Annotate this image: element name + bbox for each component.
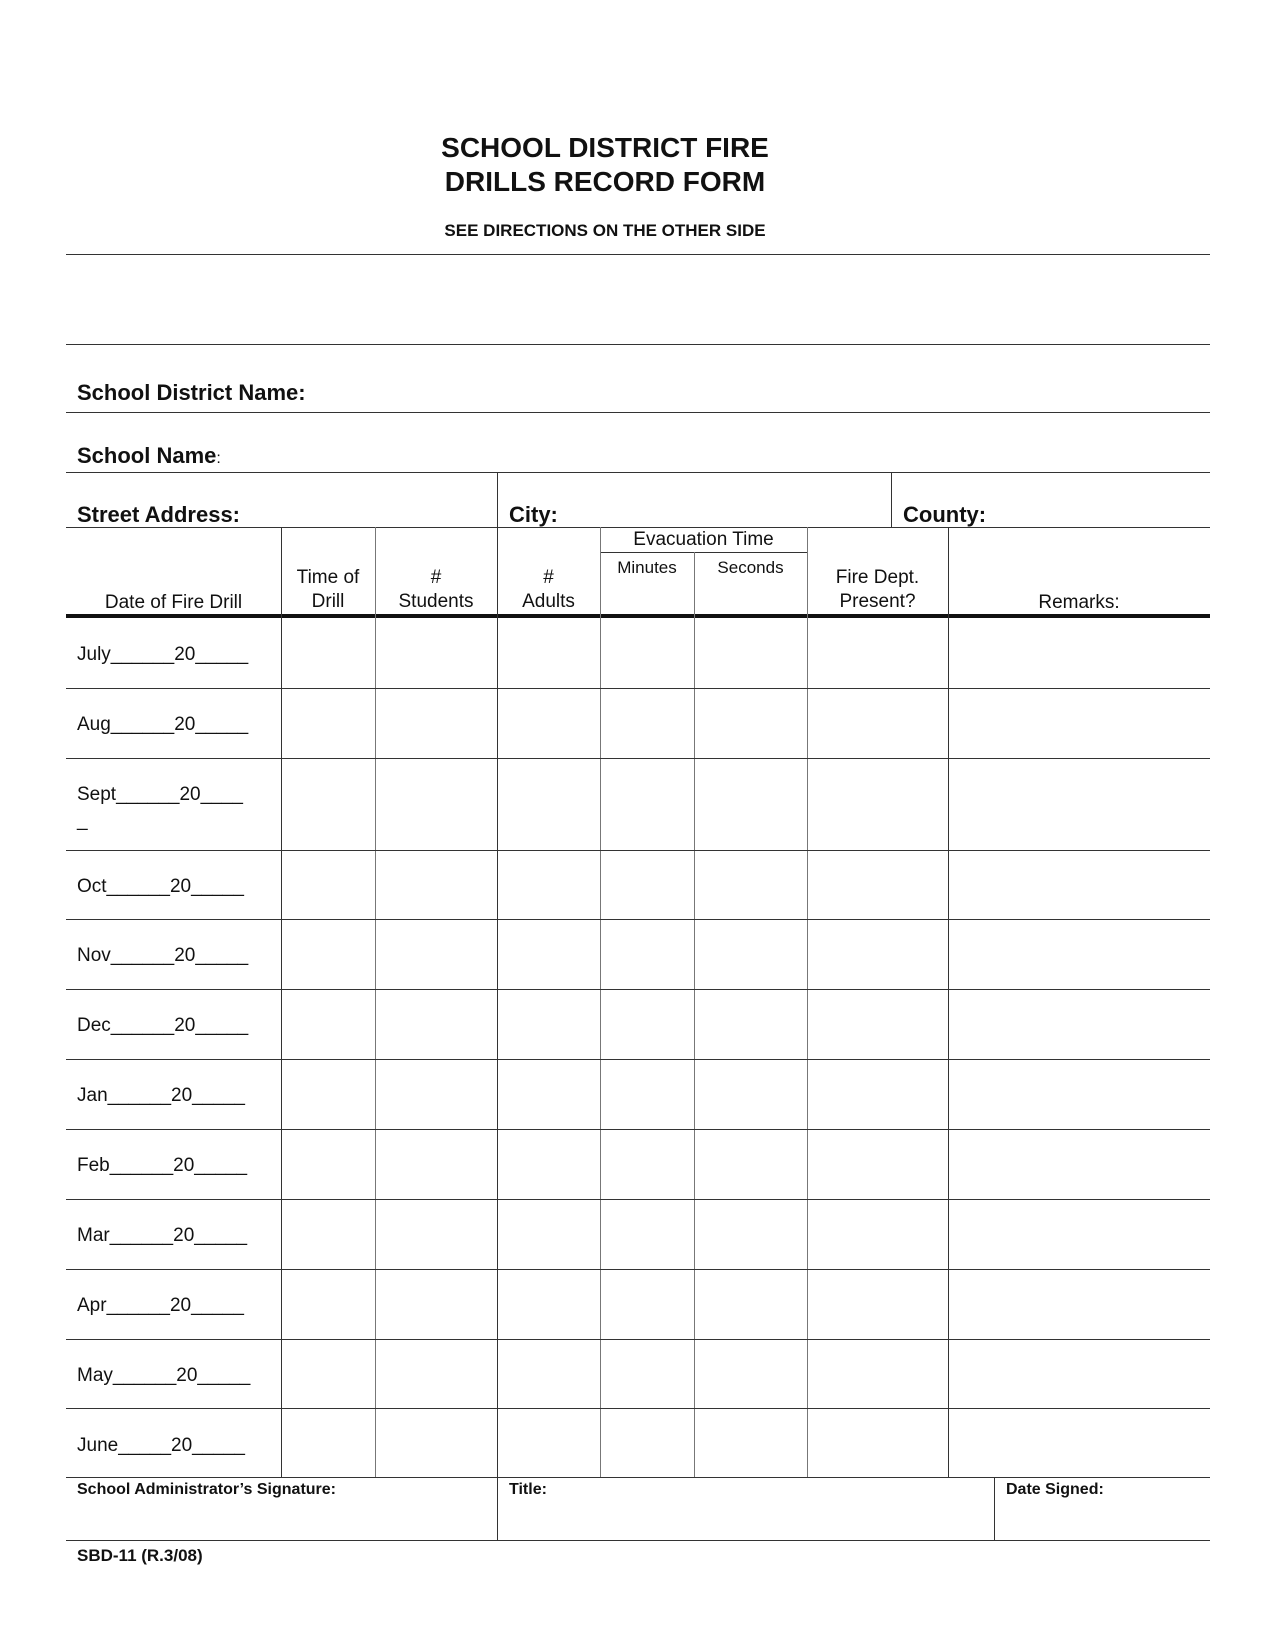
- col-divider-adults: [497, 527, 498, 1477]
- col-divider-students: [375, 527, 376, 1477]
- col-header-fire-dept: [807, 566, 948, 614]
- county-label: County:: [903, 502, 987, 527]
- col-header-fire-dept-line1: Fire Dept.: [835, 567, 920, 588]
- row-date-feb[interactable]: Feb______20_____: [77, 1155, 248, 1176]
- row-date-oct[interactable]: Oct______20_____: [77, 876, 244, 897]
- street-address-label: Street Address:: [77, 502, 241, 527]
- row-date-sept[interactable]: Sept______20____: [77, 784, 243, 805]
- city-county-divider: [891, 472, 892, 527]
- form-title-line1: SCHOOL DISTRICT FIRE: [441, 132, 769, 163]
- divider-upper: [66, 344, 1210, 345]
- col-header-time-line1: Time of: [296, 567, 360, 588]
- col-header-adults: [497, 566, 600, 614]
- col-header-seconds: Seconds: [717, 558, 784, 577]
- title-date-divider: [994, 1477, 995, 1540]
- row-line: [66, 1059, 1210, 1060]
- row-line: [66, 989, 1210, 990]
- row-line: [66, 1408, 1210, 1409]
- row-line: [66, 1269, 1210, 1270]
- signature-label: School Administrator’s Signature:: [77, 1481, 336, 1498]
- col-header-time: [281, 566, 375, 614]
- col-header-remarks: Remarks:: [1038, 592, 1120, 613]
- col-header-adults-line1: #: [543, 567, 554, 588]
- col-header-students: [375, 566, 497, 614]
- form-title-line2: DRILLS RECORD FORM: [444, 166, 766, 197]
- date-signed-label: Date Signed:: [1006, 1481, 1104, 1498]
- row-line: [66, 1129, 1210, 1130]
- row-date-aug[interactable]: Aug______20_____: [77, 714, 249, 735]
- row-line: [66, 1339, 1210, 1340]
- signature-line[interactable]: [66, 1540, 1210, 1541]
- col-divider-fire-dept: [807, 527, 808, 1477]
- row-line: [66, 758, 1210, 759]
- col-header-students-line2: Students: [398, 591, 474, 612]
- district-name-label: School District Name:: [77, 380, 306, 405]
- school-name-text: School Name: [77, 443, 217, 468]
- col-header-minutes: Minutes: [617, 558, 677, 577]
- table-bottom-line: [66, 1477, 1210, 1478]
- row-line: [66, 919, 1210, 920]
- school-name-colon: :: [216, 450, 221, 467]
- col-header-evacuation: Evacuation Time: [633, 529, 774, 550]
- row-line: [66, 1199, 1210, 1200]
- form-subtitle: SEE DIRECTIONS ON THE OTHER SIDE: [444, 221, 766, 240]
- col-header-adults-line2: Adults: [522, 591, 575, 612]
- row-date-apr[interactable]: Apr______20_____: [77, 1295, 244, 1316]
- col-header-time-line2: Drill: [311, 591, 345, 612]
- row-line: [66, 688, 1210, 689]
- district-name-line[interactable]: [66, 412, 1210, 413]
- row-date-mar[interactable]: Mar______20_____: [77, 1225, 248, 1246]
- row-date-jan[interactable]: Jan______20_____: [77, 1085, 246, 1106]
- title-label: Title:: [509, 1481, 547, 1498]
- table-header-rule: [66, 614, 1210, 618]
- row-date-june[interactable]: June_____20_____: [77, 1435, 246, 1456]
- row-date-nov[interactable]: Nov______20_____: [77, 945, 249, 966]
- row-line: [66, 850, 1210, 851]
- col-header-students-line1: #: [430, 567, 442, 588]
- form-id: SBD-11 (R.3/08): [77, 1546, 203, 1565]
- divider-top: [66, 254, 1210, 255]
- school-name-line[interactable]: [66, 472, 1210, 473]
- school-name-label: [77, 443, 221, 469]
- evacuation-underline: [600, 552, 807, 553]
- col-divider-time: [281, 527, 282, 1477]
- address-city-divider: [497, 472, 498, 527]
- city-label: City:: [509, 502, 558, 527]
- row-date-may[interactable]: May______20_____: [77, 1365, 251, 1386]
- row-date-july[interactable]: July______20_____: [77, 644, 249, 665]
- row-date-sept-overflow: _: [77, 810, 88, 831]
- row-date-dec[interactable]: Dec______20_____: [77, 1015, 249, 1036]
- col-header-fire-dept-line2: Present?: [839, 591, 916, 612]
- col-divider-minutes: [600, 527, 601, 1477]
- col-header-date: Date of Fire Drill: [104, 592, 243, 613]
- sig-title-divider: [497, 1477, 498, 1540]
- col-divider-remarks: [948, 527, 949, 1477]
